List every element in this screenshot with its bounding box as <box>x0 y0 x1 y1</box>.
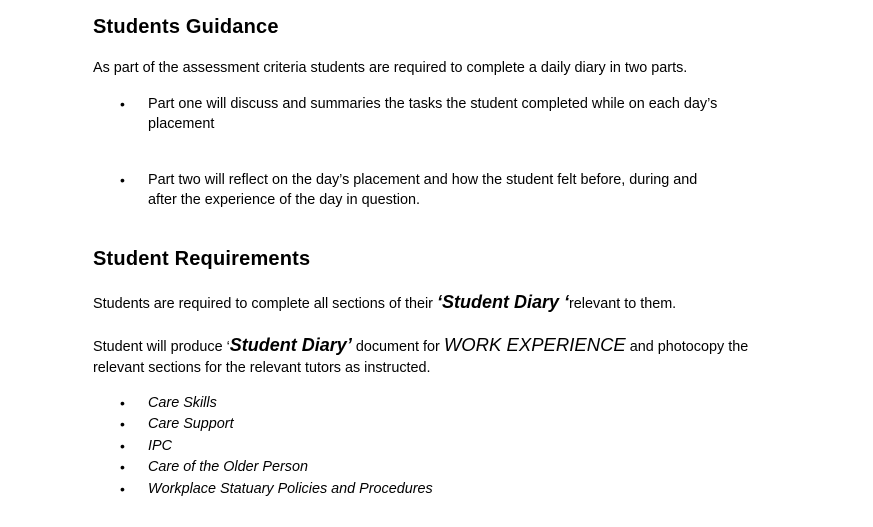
module-ipc: IPC <box>148 437 172 454</box>
bullet-icon: • <box>120 416 125 433</box>
list-item <box>120 479 433 500</box>
bullet-icon: • <box>120 395 125 411</box>
list-item <box>120 414 433 435</box>
guidance-intro: As part of the assessment criteria students are required to complete a daily diary in two parts. <box>93 60 688 76</box>
list-item <box>120 436 433 457</box>
bullet-icon: • <box>120 172 125 188</box>
students-guidance-heading: Students Guidance <box>93 16 279 38</box>
student-diary-emphasis-2: Student Diary’ <box>229 335 352 355</box>
bullet-icon: • <box>120 480 125 497</box>
module-care-skills: Care Skills <box>148 395 217 411</box>
list-item <box>120 393 433 414</box>
bullet-icon: • <box>120 459 125 476</box>
module-workplace-policies: Workplace Statuary Policies and Procedures <box>148 480 433 497</box>
para2-text-middle: document for <box>351 339 444 355</box>
para1-text-after: relevant to them. <box>569 296 677 312</box>
requirements-paragraph-2 <box>93 334 748 379</box>
student-requirements-heading: Student Requirements <box>93 248 311 270</box>
bullet-icon: • <box>120 96 125 112</box>
guidance-bullet-1-line1: Part one will discuss and summaries the tasks the student completed while on each day’s <box>148 96 718 112</box>
guidance-bullet-list <box>120 94 717 134</box>
work-experience-emphasis: WORK EXPERIENCE <box>443 334 626 355</box>
para1-text-before: Students are required to complete all sections of their <box>93 296 437 312</box>
guidance-bullet-1-line2: placement <box>148 116 215 132</box>
para2-line2: relevant sections for the relevant tutors as instructed. <box>93 360 431 376</box>
module-care-older-person: Care of the Older Person <box>148 459 308 476</box>
requirements-paragraph-1 <box>93 292 676 315</box>
list-item <box>120 457 433 478</box>
guidance-bullet-list-2 <box>120 170 697 210</box>
guidance-bullet-1 <box>120 94 717 134</box>
requirements-module-list <box>120 393 433 500</box>
module-care-support: Care Support <box>148 416 234 433</box>
guidance-bullet-2-line2: after the experience of the day in question. <box>148 192 421 208</box>
para2-text-before: Student will produce ‘ <box>93 339 230 355</box>
para2-text-after: and photocopy the <box>625 339 749 355</box>
bullet-icon: • <box>120 437 125 454</box>
student-diary-emphasis: ‘Student Diary ‘ <box>436 292 569 312</box>
guidance-bullet-2 <box>120 170 697 210</box>
guidance-bullet-2-line1: Part two will reflect on the day’s placement and how the student felt before, during and <box>148 172 698 188</box>
